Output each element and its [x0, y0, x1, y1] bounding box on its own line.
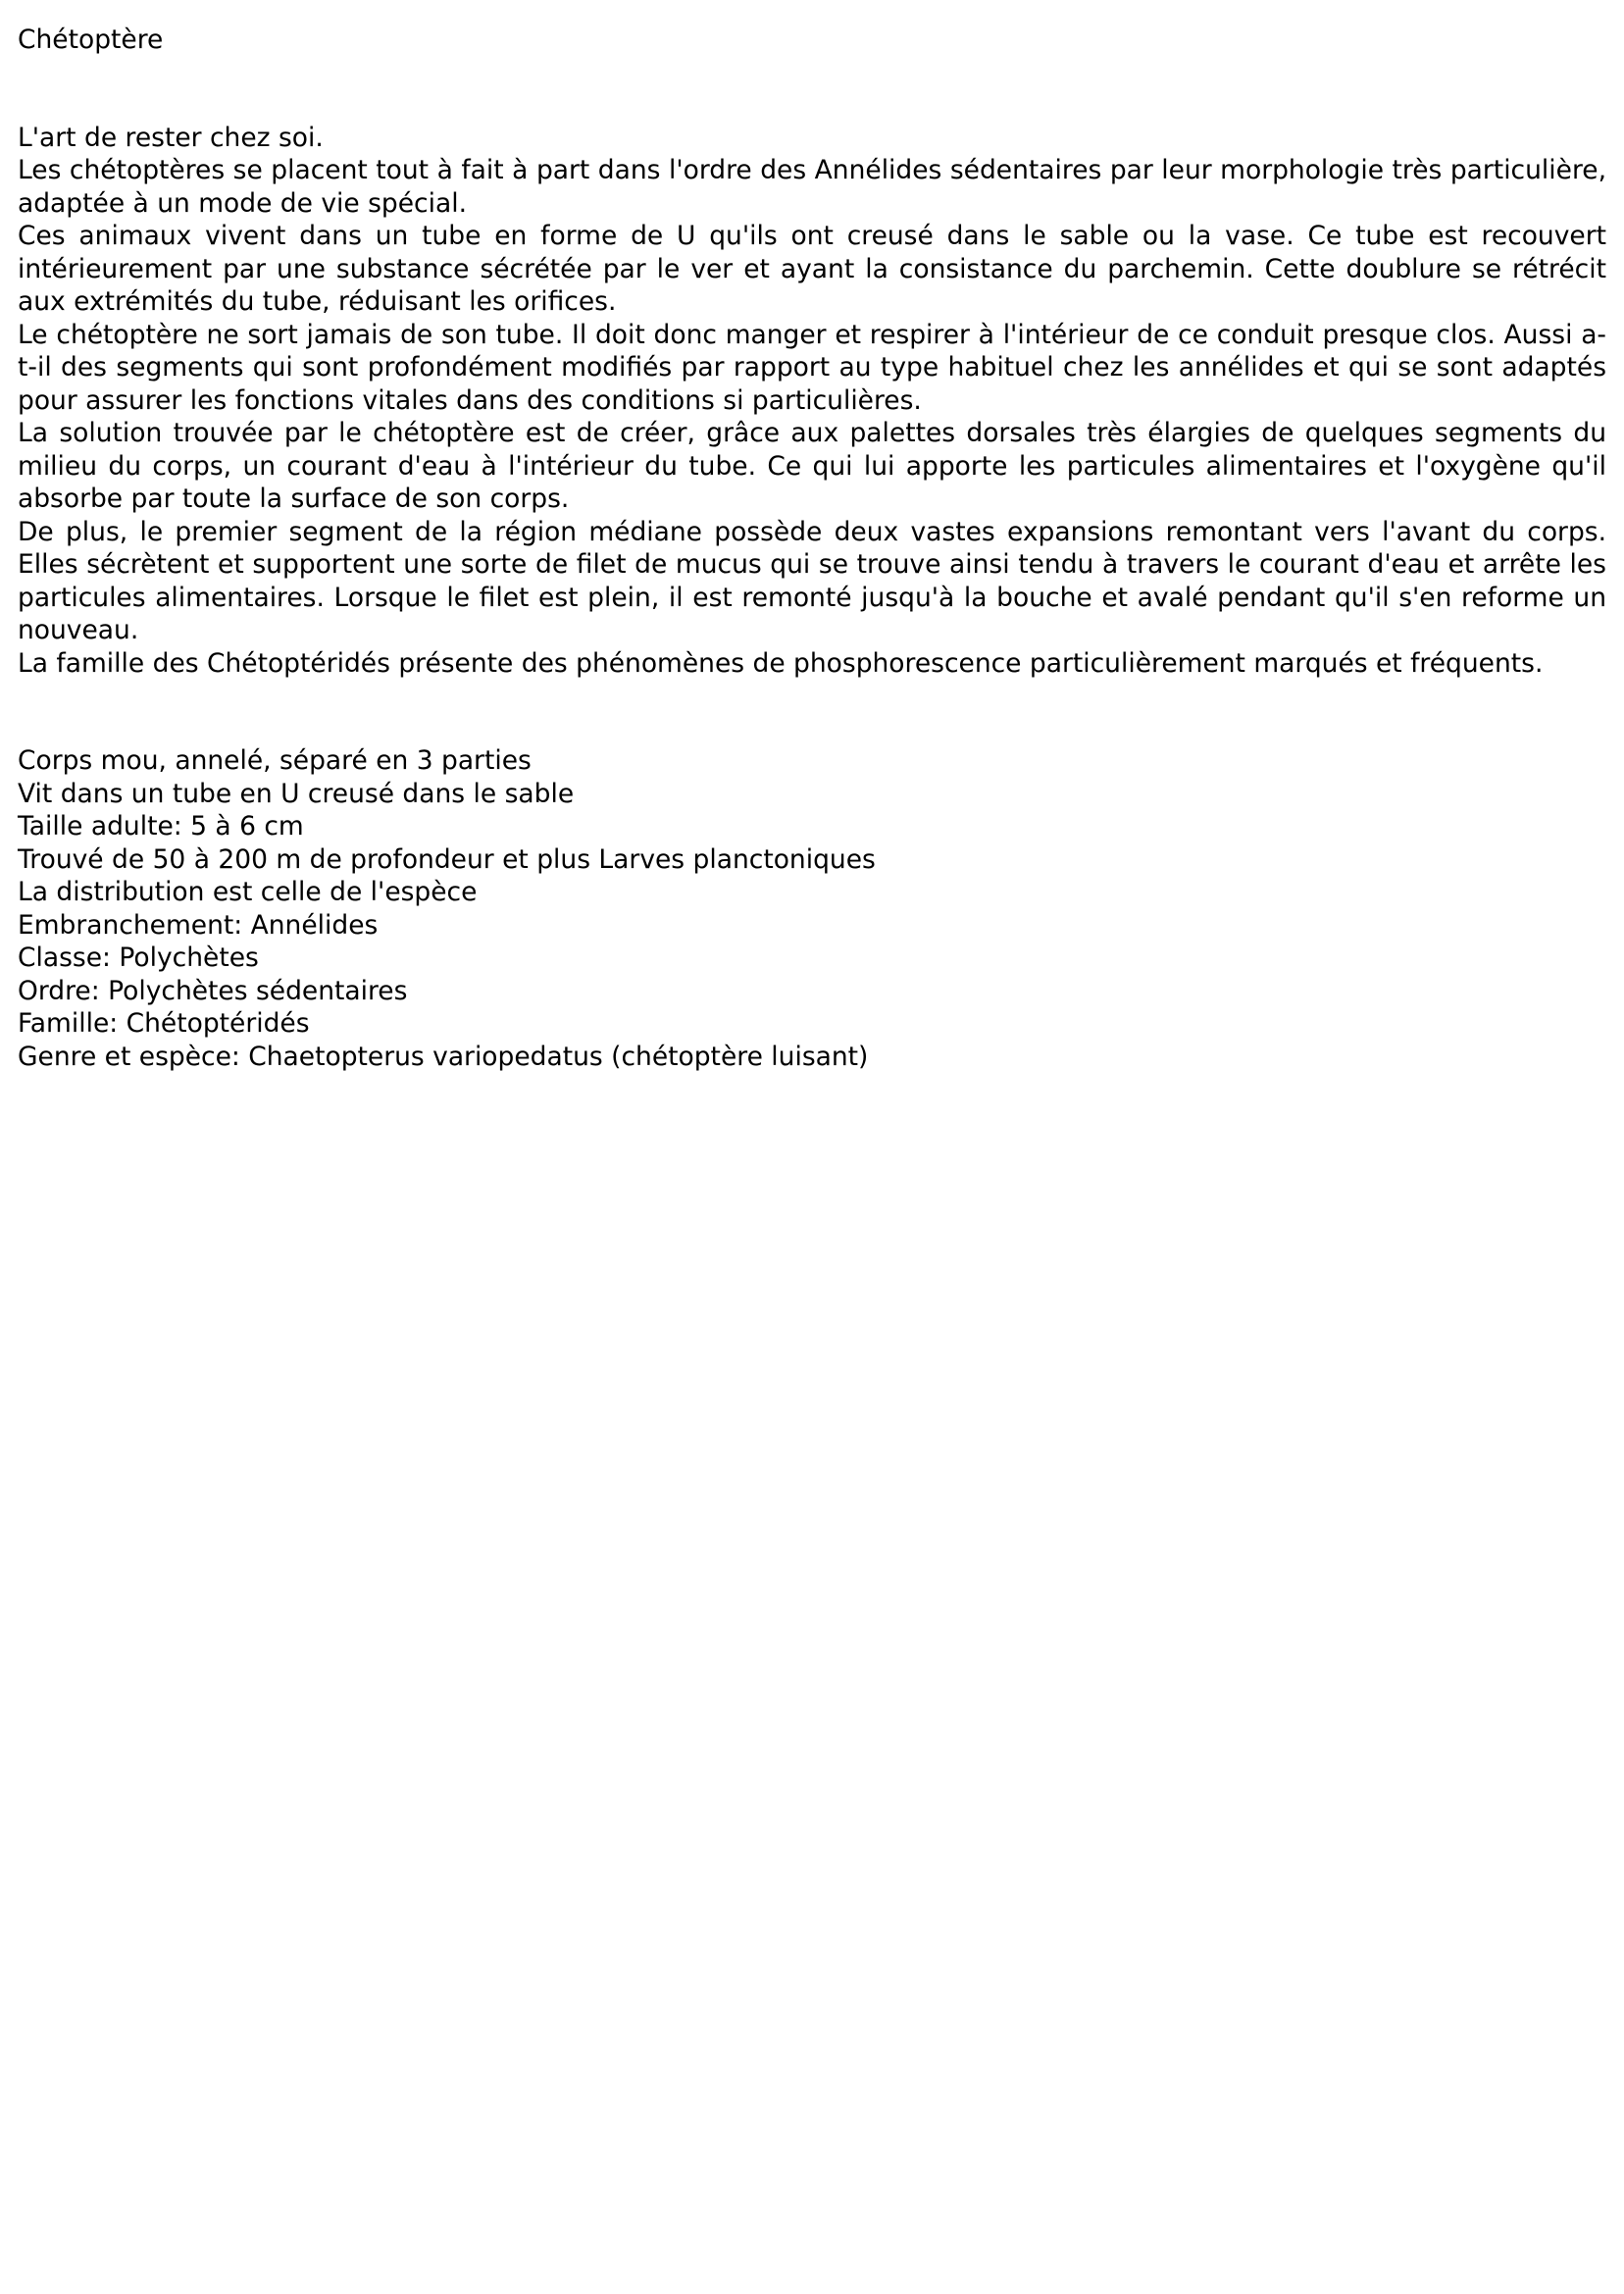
fact-item: Taille adulte: 5 à 6 cm: [18, 811, 304, 841]
fact-item: Genre et espèce: Chaetopterus variopedatus (chétoptère luisant): [18, 1041, 869, 1072]
article-paragraph: Les chétoptères se placent tout à fait à part dans l'ordre des Annélides sédentaires par leur morphologie très particulière, adaptée à un mode de vie spécial.: [18, 155, 1606, 219]
article-paragraph: La famille des Chétoptéridés présente des phénomènes de phosphorescence particulièrement marqués et fréquents.: [18, 647, 1544, 679]
facts-list: [18, 744, 1606, 1073]
article-paragraph: De plus, le premier segment de la région médiane possède deux vastes expansions remontant vers l'avant du corps. Elles sécrètent et supportent une sorte de filet de mucus qui se trouve ainsi tendu à travers le courant d'eau et arrête les particules alimentaires. Lorsque le filet est plein, il est remonté jusqu'à la bouche et avalé pendant qu'il s'en reforme un nouveau.: [18, 516, 1606, 645]
document-page: [18, 24, 1606, 1073]
article-body: [18, 122, 1606, 681]
fact-item: Corps mou, annelé, séparé en 3 parties: [18, 745, 532, 776]
fact-item: Embranchement: Annélides: [18, 909, 379, 941]
fact-item: La distribution est celle de l'espèce: [18, 877, 478, 907]
fact-item: Vit dans un tube en U creusé dans le sable: [18, 778, 575, 809]
article-paragraph: La solution trouvée par le chétoptère est de créer, grâce aux palettes dorsales très élargies de quelques segments du milieu du corps, un courant d'eau à l'intérieur du tube. Ce qui lui apporte les particules alimentaires et l'oxygène qu'il absorbe par toute la surface de son corps.: [18, 418, 1606, 514]
document-title: Chétoptère: [18, 25, 164, 55]
article-paragraph: Le chétoptère ne sort jamais de son tube. Il doit donc manger et respirer à l'intérieur de ce conduit presque clos. Aussi a-t-il des segments qui sont profondément modifiés par rapport au type habituel chez les annélides et qui se sont adaptés pour assurer les fonctions vitales dans des conditions si particulières.: [18, 319, 1606, 416]
fact-item: Famille: Chétoptéridés: [18, 1008, 310, 1039]
article-paragraph: L'art de rester chez soi.: [18, 122, 324, 153]
fact-item: Trouvé de 50 à 200 m de profondeur et plus Larves planctoniques: [18, 843, 876, 875]
fact-item: Classe: Polychètes: [18, 943, 259, 973]
fact-item: Ordre: Polychètes sédentaires: [18, 975, 408, 1006]
article-paragraph: Ces animaux vivent dans un tube en forme de U qu'ils ont creusé dans le sable ou la vase. Ce tube est recouvert intérieurement par une substance sécrétée par le ver et ayant la consistance du parchemin. Cette doublure se rétrécit aux extrémités du tube, réduisant les orifices.: [18, 221, 1606, 317]
